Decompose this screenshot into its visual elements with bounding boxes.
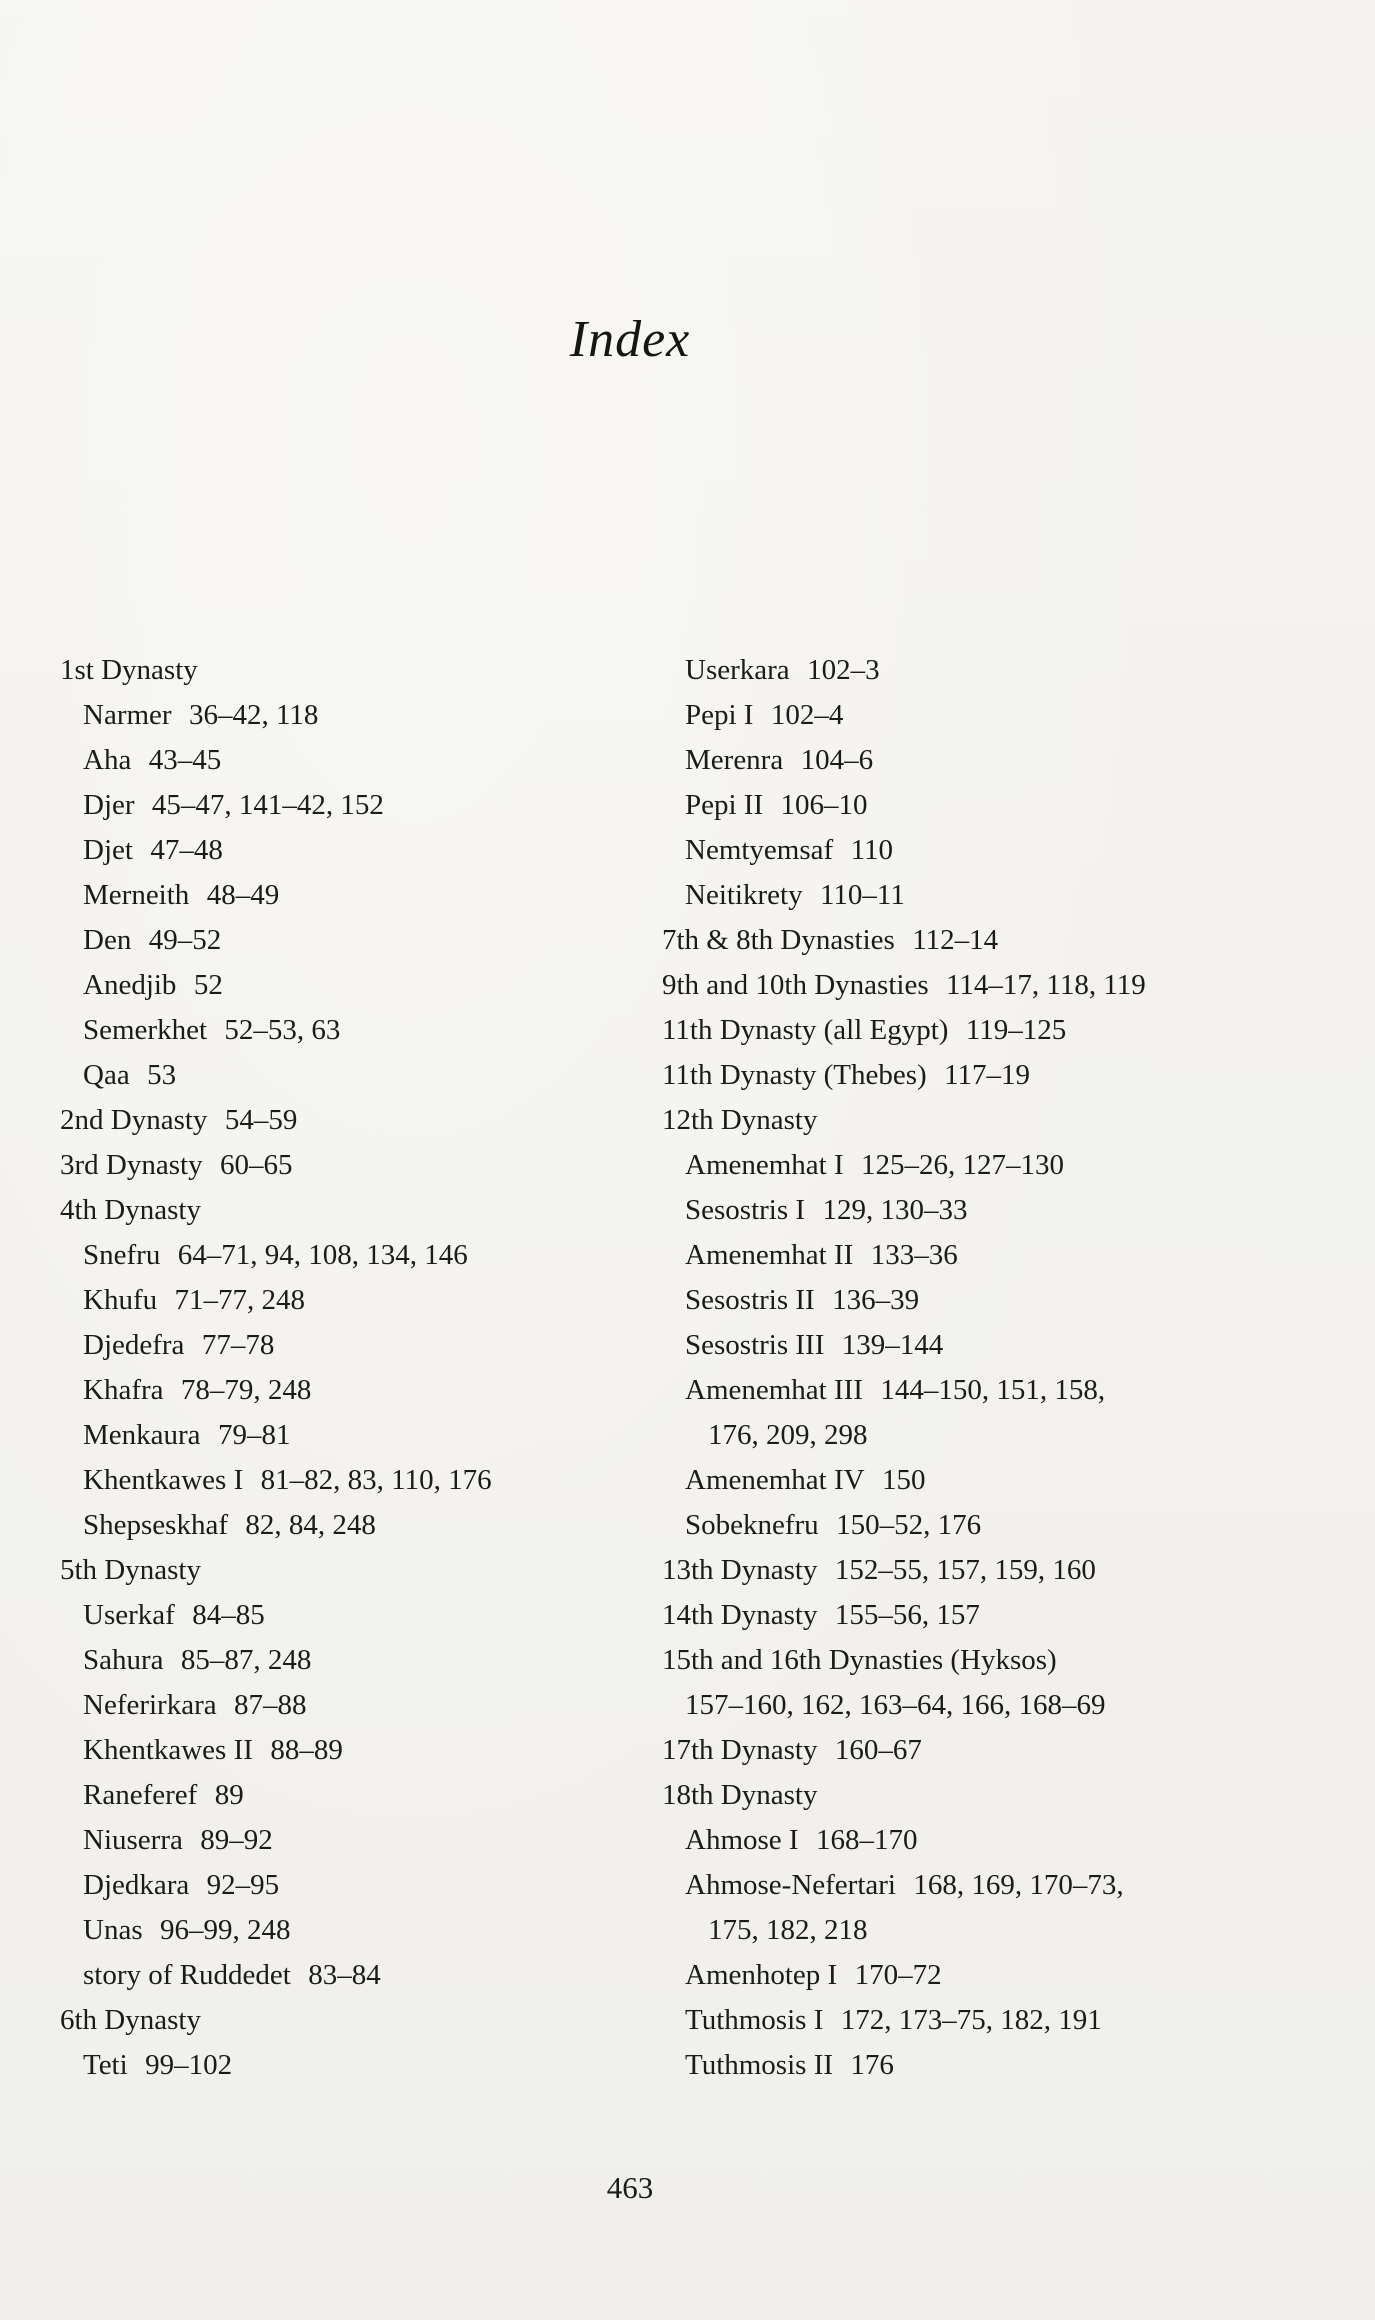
index-entry [60,1503,620,1548]
index-term: 7th & 8th Dynasties [662,924,895,956]
index-page-refs: 53 [147,1059,177,1091]
index-entry [60,1773,620,1818]
index-term: 13th Dynasty [662,1554,818,1586]
index-entry [662,1188,1262,1233]
index-term: 1st Dynasty [60,654,198,686]
index-term: 11th Dynasty (Thebes) [662,1059,927,1091]
page-number: 463 [606,2170,654,2205]
index-page-refs: 172, 173–75, 182, 191 [840,2004,1102,2036]
index-page-refs: 84–85 [192,1599,265,1631]
index-term: Shepseskhaf [83,1509,228,1541]
index-page-refs: 144–150, 151, 158, [880,1374,1106,1406]
index-term: Narmer [83,699,172,731]
index-entry [60,1638,620,1683]
index-page-refs: 81–82, 83, 110, 176 [260,1464,492,1496]
index-term: 11th Dynasty (all Egypt) [662,1014,949,1046]
index-page-refs: 106–10 [780,789,868,821]
index-term: Menkaura [83,1419,201,1451]
index-entry [662,1728,1262,1773]
index-term: Sesostris II [685,1284,815,1316]
index-entry [60,1188,620,1233]
index-entry [60,873,620,918]
index-term: 18th Dynasty [662,1779,818,1811]
index-entry [662,1773,1262,1818]
index-page-refs: 102–4 [770,699,844,731]
index-page-refs: 47–48 [150,834,223,866]
index-page-refs: 114–17, 118, 119 [946,969,1146,1001]
index-entry [662,1683,1262,1728]
index-entry [60,1683,620,1728]
index-page-refs: 112–14 [912,924,999,956]
index-entry [60,1593,620,1638]
index-entry [60,1413,620,1458]
index-entry [662,1863,1262,1908]
index-term: Amenhotep I [685,1959,838,1991]
index-term: Khufu [83,1284,158,1316]
index-entry [662,1278,1262,1323]
index-term: Raneferef [83,1779,198,1811]
index-entry [60,1728,620,1773]
index-term: 12th Dynasty [662,1104,818,1136]
index-page-refs: 133–36 [870,1239,958,1271]
index-page-refs: 168–170 [815,1824,918,1856]
index-page-refs: 117–19 [944,1059,1031,1091]
index-page-refs: 89 [214,1779,244,1811]
index-entry [662,918,1262,963]
index-term: Sesostris III [685,1329,825,1361]
index-entry [60,1458,620,1503]
index-entry [662,828,1262,873]
index-term: Unas [83,1914,143,1946]
index-entry [662,1908,1262,1953]
index-term: Amenemhat III [685,1374,863,1406]
page-title: Index [569,311,691,368]
index-entry [662,783,1262,828]
index-page-refs: 54–59 [224,1104,298,1136]
index-page-refs: 87–88 [234,1689,307,1721]
index-term: 15th and 16th Dynasties (Hyksos) [662,1644,1057,1676]
index-page-refs: 104–6 [800,744,874,776]
index-page-refs: 170–72 [854,1959,942,1991]
index-entry [60,1818,620,1863]
index-entry [60,1323,620,1368]
index-term: Ahmose I [685,1824,799,1856]
index-page-refs: 96–99, 248 [160,1914,291,1946]
index-entry [662,1143,1262,1188]
index-page-refs: 49–52 [148,924,222,956]
index-page-refs: 160–67 [834,1734,922,1766]
index-entry [60,1143,620,1188]
index-term: Khafra [83,1374,164,1406]
index-term: 5th Dynasty [60,1554,201,1586]
index-entry [60,2043,620,2088]
index-entry [662,738,1262,783]
index-entry [60,1548,620,1593]
index-term: Qaa [83,1059,130,1091]
index-term: Amenemhat IV [685,1464,865,1496]
index-term: Djet [83,834,133,866]
index-entry [662,1638,1262,1683]
index-entry [662,1998,1262,2043]
index-entry [662,2043,1262,2088]
index-entry [60,783,620,828]
index-page-refs: 60–65 [219,1149,293,1181]
index-entry [662,873,1262,918]
index-term: Amenemhat I [685,1149,844,1181]
index-page-refs: 168, 169, 170–73, [913,1869,1124,1901]
index-page-refs: 85–87, 248 [180,1644,312,1676]
index-page-refs: 157–160, 162, 163–64, 166, 168–69 [685,1689,1106,1721]
index-term: Amenemhat II [685,1239,854,1271]
index-page-refs: 52–53, 63 [224,1014,341,1046]
index-page-refs: 139–144 [841,1329,944,1361]
index-term: Neferirkara [83,1689,217,1721]
index-page-refs: 125–26, 127–130 [861,1149,1065,1181]
index-entry [60,648,620,693]
index-term: Neitikrety [685,879,803,911]
index-term: Aha [83,744,132,776]
index-term: Nemtyemsaf [685,834,834,866]
index-term: Sahura [83,1644,164,1676]
index-column-left [60,648,620,2088]
index-page-refs: 71–77, 248 [174,1284,305,1316]
index-page-refs: 119–125 [965,1014,1067,1046]
index-term: Pepi I [685,699,754,731]
index-term: Userkara [685,654,790,686]
index-entry [60,1863,620,1908]
index-entry [662,1458,1262,1503]
index-page-refs: 89–92 [200,1824,273,1856]
index-term: Ahmose-Nefertari [685,1869,896,1901]
index-page-refs: 77–78 [201,1329,275,1361]
index-term: Niuserra [83,1824,183,1856]
index-term: 14th Dynasty [662,1599,818,1631]
index-entry [60,1368,620,1413]
index-entry [662,1818,1262,1863]
index-term: Sobeknefru [685,1509,819,1541]
index-term: 17th Dynasty [662,1734,818,1766]
index-page-refs: 150 [881,1464,926,1496]
index-page-refs: 110–11 [819,879,905,911]
index-page-refs: 152–55, 157, 159, 160 [834,1554,1096,1586]
index-page-refs: 82, 84, 248 [245,1509,376,1541]
index-page-refs: 136–39 [832,1284,920,1316]
index-entry [662,1953,1262,1998]
index-page-refs: 36–42, 118 [188,699,319,731]
index-entry [60,1053,620,1098]
index-entry [60,738,620,783]
index-term: Merenra [685,744,784,776]
index-entry [60,1908,620,1953]
index-term: Tuthmosis II [685,2049,834,2081]
index-column-right [662,648,1262,2088]
index-term: 4th Dynasty [60,1194,201,1226]
index-term: Khentkawes II [83,1734,253,1766]
index-page-refs: 155–56, 157 [834,1599,980,1631]
index-term: Semerkhet [83,1014,208,1046]
index-page-refs: 102–3 [807,654,880,686]
index-page-refs: 99–102 [145,2049,233,2081]
index-entry [60,918,620,963]
index-entry [60,1008,620,1053]
index-entry [662,1098,1262,1143]
index-term: Pepi II [685,789,764,821]
index-entry [662,1008,1262,1053]
index-page-refs: 175, 182, 218 [708,1914,868,1946]
index-term: Tuthmosis I [685,2004,824,2036]
index-term: 6th Dynasty [60,2004,201,2036]
index-entry [60,963,620,1008]
index-entry [662,648,1262,693]
index-entry [662,963,1262,1008]
index-term: Djedefra [83,1329,185,1361]
index-term: Anedjib [83,969,177,1001]
index-entry [662,1323,1262,1368]
index-entry [60,1098,620,1143]
index-page-refs: 92–95 [206,1869,280,1901]
index-term: Khentkawes I [83,1464,244,1496]
index-page-refs: 83–84 [308,1959,381,1991]
index-entry [662,1413,1262,1458]
index-entry [662,1593,1262,1638]
index-page-refs: 48–49 [206,879,280,911]
index-page-refs: 52 [193,969,223,1001]
index-entry [662,1053,1262,1098]
index-term: Userkaf [83,1599,175,1631]
index-entry [60,1998,620,2043]
index-term: Snefru [83,1239,161,1271]
index-entry [60,1233,620,1278]
index-page-refs: 176, 209, 298 [708,1419,868,1451]
index-term: Sesostris I [685,1194,806,1226]
index-page-refs: 45–47, 141–42, 152 [151,789,384,821]
index-term: Djedkara [83,1869,190,1901]
index-term: Den [83,924,132,956]
index-page-refs: 64–71, 94, 108, 134, 146 [177,1239,468,1271]
index-term: 3rd Dynasty [60,1149,203,1181]
index-entry [60,693,620,738]
index-term: 2nd Dynasty [60,1104,208,1136]
index-term: story of Ruddedet [83,1959,291,1991]
index-page-refs: 78–79, 248 [180,1374,312,1406]
index-entry [662,1233,1262,1278]
index-entry [662,1368,1262,1413]
index-page-refs: 88–89 [270,1734,343,1766]
index-entry [662,693,1262,738]
index-entry [662,1548,1262,1593]
index-term: 9th and 10th Dynasties [662,969,929,1001]
index-page-refs: 79–81 [217,1419,291,1451]
index-term: Merneith [83,879,190,911]
index-page-refs: 150–52, 176 [836,1509,982,1541]
index-term: Teti [83,2049,128,2081]
index-term: Djer [83,789,135,821]
index-page-refs: 43–45 [148,744,222,776]
index-entry [60,1953,620,1998]
index-page-refs: 129, 130–33 [822,1194,968,1226]
index-entry [662,1503,1262,1548]
index-page-refs: 176 [850,2049,894,2081]
index-page-refs: 110 [850,834,893,866]
index-entry [60,828,620,873]
index-entry [60,1278,620,1323]
